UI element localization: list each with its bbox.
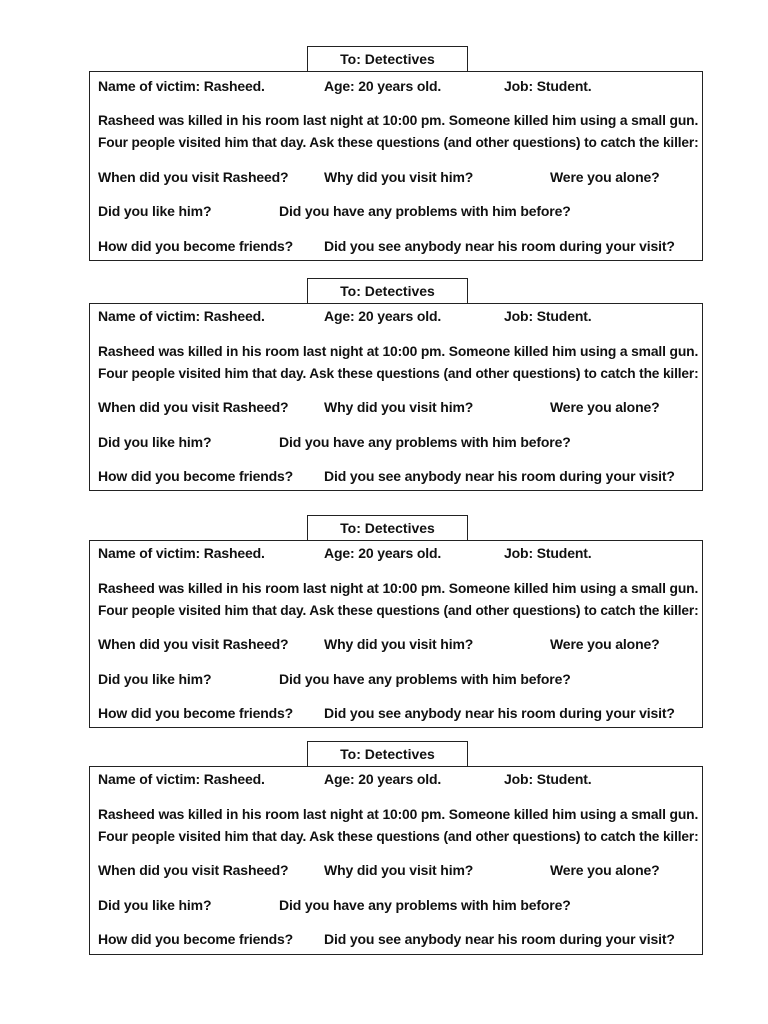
victim-age: Age: 20 years old. — [324, 78, 442, 94]
question-anybody: Did you see anybody near his room during your visit? — [324, 931, 675, 947]
story-line-1: Rasheed was killed in his room last night at 10:00 pm. Someone killed him using a small gun. — [98, 343, 699, 359]
question-alone: Were you alone? — [550, 399, 660, 415]
question-when: When did you visit Rasheed? — [98, 636, 289, 652]
victim-age: Age: 20 years old. — [324, 771, 442, 787]
card-body — [89, 71, 703, 261]
victim-job: Job: Student. — [504, 545, 592, 561]
story-line-2: Four people visited him that day. Ask these questions (and other questions) to catch the killer: — [98, 828, 699, 844]
card-body — [89, 303, 703, 491]
story-line-2: Four people visited him that day. Ask these questions (and other questions) to catch the killer: — [98, 602, 699, 618]
question-friends: How did you become friends? — [98, 468, 294, 484]
victim-name: Name of victim: Rasheed. — [98, 78, 265, 94]
story-line-1: Rasheed was killed in his room last night at 10:00 pm. Someone killed him using a small gun. — [98, 580, 699, 596]
story-line-1: Rasheed was killed in his room last night at 10:00 pm. Someone killed him using a small gun. — [98, 112, 699, 128]
question-like: Did you like him? — [98, 434, 212, 450]
question-alone: Were you alone? — [550, 862, 660, 878]
question-when: When did you visit Rasheed? — [98, 399, 289, 415]
victim-job: Job: Student. — [504, 78, 592, 94]
question-why: Why did you visit him? — [324, 636, 474, 652]
card-title: To: Detectives — [307, 46, 468, 71]
card-title: To: Detectives — [307, 515, 468, 540]
question-alone: Were you alone? — [550, 169, 660, 185]
question-friends: How did you become friends? — [98, 931, 294, 947]
victim-age: Age: 20 years old. — [324, 308, 442, 324]
question-like: Did you like him? — [98, 671, 212, 687]
story-line-2: Four people visited him that day. Ask these questions (and other questions) to catch the killer: — [98, 134, 699, 150]
victim-name: Name of victim: Rasheed. — [98, 771, 265, 787]
question-when: When did you visit Rasheed? — [98, 169, 289, 185]
question-problems: Did you have any problems with him before? — [279, 671, 571, 687]
victim-age: Age: 20 years old. — [324, 545, 442, 561]
victim-job: Job: Student. — [504, 308, 592, 324]
question-alone: Were you alone? — [550, 636, 660, 652]
question-like: Did you like him? — [98, 897, 212, 913]
story-line-1: Rasheed was killed in his room last night at 10:00 pm. Someone killed him using a small gun. — [98, 806, 699, 822]
question-anybody: Did you see anybody near his room during your visit? — [324, 705, 675, 721]
question-anybody: Did you see anybody near his room during your visit? — [324, 468, 675, 484]
question-problems: Did you have any problems with him before? — [279, 203, 571, 219]
card-body — [89, 766, 703, 955]
story-line-2: Four people visited him that day. Ask these questions (and other questions) to catch the killer: — [98, 365, 699, 381]
question-why: Why did you visit him? — [324, 169, 474, 185]
victim-name: Name of victim: Rasheed. — [98, 545, 265, 561]
card-body — [89, 540, 703, 728]
question-anybody: Did you see anybody near his room during your visit? — [324, 238, 675, 254]
victim-name: Name of victim: Rasheed. — [98, 308, 265, 324]
question-why: Why did you visit him? — [324, 399, 474, 415]
question-problems: Did you have any problems with him before? — [279, 897, 571, 913]
question-friends: How did you become friends? — [98, 705, 294, 721]
question-problems: Did you have any problems with him before? — [279, 434, 571, 450]
question-like: Did you like him? — [98, 203, 212, 219]
card-title: To: Detectives — [307, 278, 468, 303]
card-title: To: Detectives — [307, 741, 468, 766]
victim-job: Job: Student. — [504, 771, 592, 787]
question-why: Why did you visit him? — [324, 862, 474, 878]
question-when: When did you visit Rasheed? — [98, 862, 289, 878]
question-friends: How did you become friends? — [98, 238, 294, 254]
